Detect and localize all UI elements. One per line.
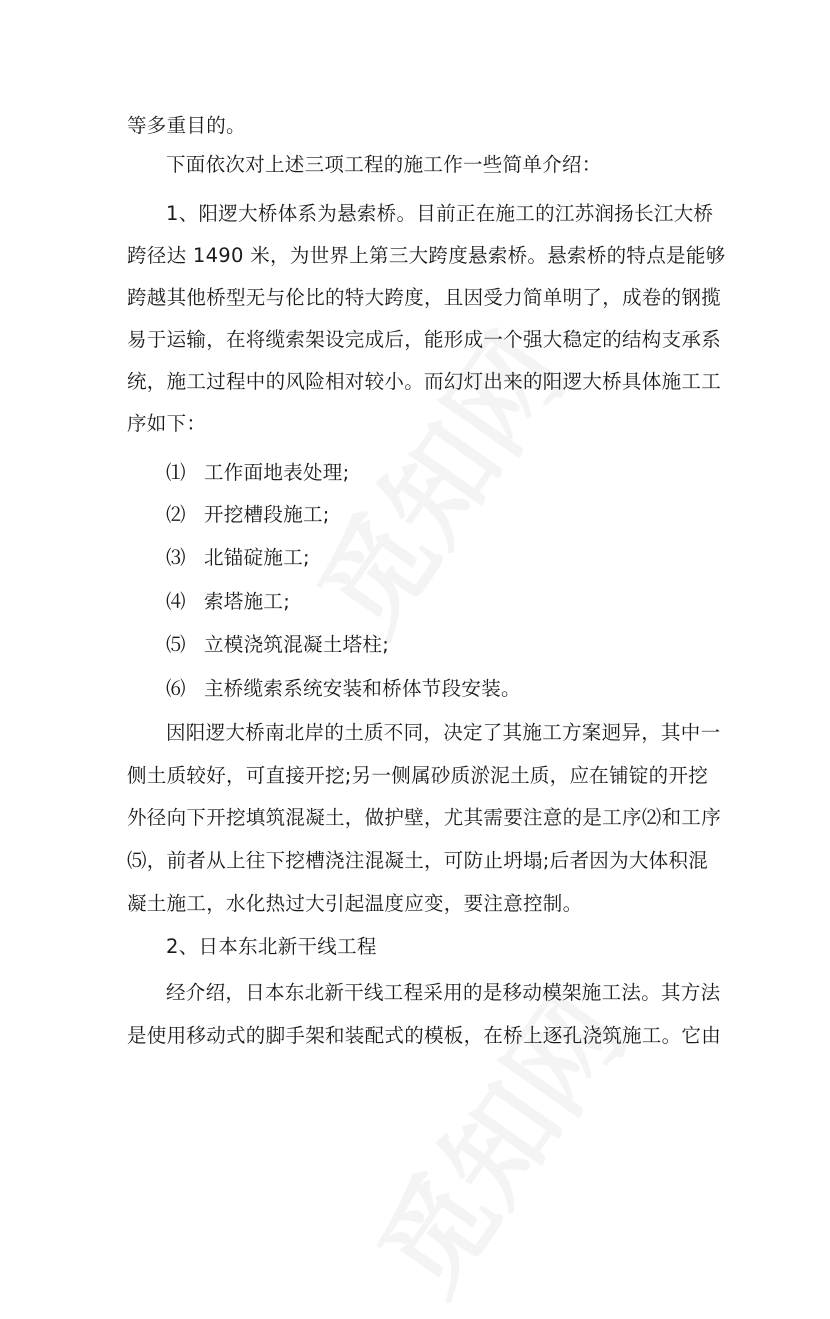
list-item [166, 502, 751, 528]
text-line: 因阳逻大桥南北岸的土质不同，决定了其施工方案迥异，其中一 [166, 721, 721, 744]
text-line: 统，施工过程中的风险相对较小。而幻灯出来的阳逻大桥具体施工工 [127, 370, 722, 393]
list-item [166, 676, 751, 702]
text-line: 跨越其他桥型无与伦比的特大跨度，且因受力简单明了，成卷的钢揽 [127, 286, 722, 309]
list-item [166, 632, 751, 658]
text-line: 1、阳逻大桥体系为悬索桥。目前正在施工的江苏润扬长江大桥 [166, 202, 714, 225]
list-item-text: 索塔施工; [204, 590, 291, 613]
text-line: ⑸，前者从上往下挖槽浇注混凝土，可防止坍塌;后者因为大体积混 [127, 849, 709, 872]
list-item [166, 460, 751, 486]
list-item-text: 立模浇筑混凝土塔柱; [204, 633, 390, 656]
text-line: 下面依次对上述三项工程的施工作一些简单介绍： [166, 153, 602, 176]
text-line: 是使用移动式的脚手架和装配式的模板，在桥上逐孔浇筑施工。它由 [127, 1024, 722, 1047]
list-item-number: ⑵ [166, 503, 186, 526]
list-item-text: 开挖槽段施工; [204, 503, 330, 526]
list-item-text: 工作面地表处理; [204, 461, 350, 484]
watermark-bottom [336, 959, 655, 1319]
text-line: 凝土施工，水化热过大引起温度应变，要注意控制。 [127, 892, 583, 915]
text-line: 易于运输，在将缆索架设完成后，能形成一个强大稳定的结构支承系 [127, 328, 722, 351]
section-heading: 2、日本东北新干线工程 [166, 935, 377, 958]
list-item-text: 北锚碇施工; [204, 546, 310, 569]
text-line: 外径向下开挖填筑混凝土，做护壁，尤其需要注意的是工序⑵和工序 [127, 806, 722, 829]
text-line: 经介绍，日本东北新干线工程采用的是移动模架施工法。其方法 [166, 981, 721, 1004]
list-item-number: ⑹ [166, 677, 186, 700]
list-item-number: ⑷ [166, 590, 186, 613]
text-line: 侧土质较好，可直接开挖;另一侧属砂质淤泥土质，应在铺锭的开挖 [127, 764, 709, 787]
list-item-number: ⑶ [166, 546, 186, 569]
list-item [166, 545, 751, 571]
text-line: 序如下： [127, 412, 207, 435]
text-line: 跨径达 1490 米，为世界上第三大跨度悬索桥。悬索桥的特点是能够 [127, 244, 726, 267]
list-item-number: ⑴ [166, 461, 186, 484]
list-item [166, 589, 751, 615]
text-line: 等多重目的。 [127, 114, 246, 137]
list-item-text: 主桥缆索系统安装和桥体节段安装。 [204, 677, 521, 700]
list-item-number: ⑸ [166, 633, 186, 656]
